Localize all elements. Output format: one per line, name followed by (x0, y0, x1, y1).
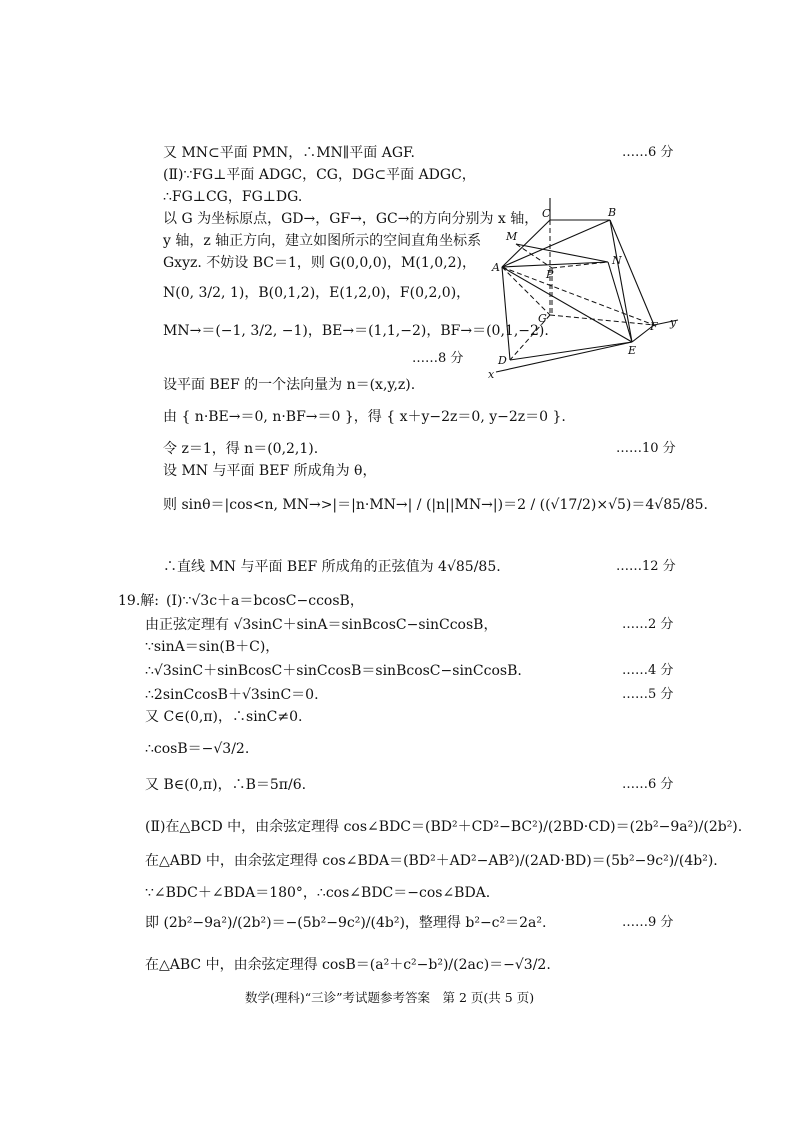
score-mark: ……9 分 (622, 915, 674, 930)
text-line: (Ⅰ)∵√3c＋a＝bcosC−ccosB， (166, 593, 364, 609)
hidden-edge-af (502, 267, 654, 325)
score-mark: ……12 分 (616, 559, 676, 574)
score-mark: ……4 分 (622, 663, 674, 678)
text-line: ∴√3sinC＋sinBcosC＋sinCcosB＝sinBcosC−sinCcosB. (145, 663, 522, 679)
point-label: E (628, 344, 637, 357)
text-line: MN→＝(−1, 3/2, −1)，BE→＝(1,1,−2)，BF→＝(0,1,−2). (163, 323, 549, 339)
point-label: D (498, 354, 507, 367)
text-line: 则 sinθ＝|cos<n, MN→>|＝|n·MN→| / (|n||MN→|)＝2 / ((√17/2)×√5)＝4√85/85. (163, 497, 709, 513)
edge-ad (502, 267, 510, 360)
text-line: ∴2sinCcosB＋√3sinC＝0. (145, 687, 319, 703)
score-mark: ……6 分 (622, 777, 674, 792)
text-line: ∴直线 MN 与平面 BEF 所成角的正弦值为 4√85/85. (163, 559, 501, 575)
axis-label: y (670, 316, 677, 329)
page-footer: 数学(理科)“三诊”考试题参考答案 第 2 页(共 5 页) (245, 990, 535, 1005)
point-label: P (546, 268, 554, 281)
text-line: N(0, 3/2, 1)，B(0,1,2)，E(1,2,0)，F(0,2,0)， (163, 285, 471, 301)
text-line: ∴FG⊥CG，FG⊥DG. (163, 189, 303, 205)
text-line: y 轴，z 轴正方向，建立如图所示的空间直角坐标系 (163, 233, 482, 249)
point-label: C (542, 207, 551, 220)
edge-ca (502, 220, 550, 267)
score-mark: ……6 分 (622, 145, 674, 160)
score-mark: ……5 分 (622, 687, 674, 702)
geometry-figure (482, 192, 682, 378)
point-label: B (608, 206, 617, 219)
text-line: 由 { n·BE→＝0, n·BF→＝0 }，得 { x＋y−2z＝0, y−2z＝0 }. (163, 409, 566, 425)
score-mark: ……2 分 (622, 617, 674, 632)
edge-ab (502, 220, 610, 267)
text-line: 又 MN⊂平面 PMN，∴MN∥平面 AGF. (163, 145, 415, 161)
axis-label: x (488, 368, 495, 378)
text-line: 又 B∈(0,π)，∴B＝5π/6. (145, 777, 307, 793)
score-mark: ……8 分 (412, 351, 464, 366)
text-line: 令 z＝1，得 n＝(0,2,1). (163, 441, 319, 457)
edge-an (502, 262, 608, 267)
point-label: M (506, 230, 518, 243)
text-line: 由正弦定理有 √3sinC＋sinA＝sinBcosC−sinCcosB， (145, 617, 498, 633)
point-label: A (492, 261, 500, 274)
text-line: 设 MN 与平面 BEF 所成角为 θ， (163, 463, 377, 479)
text-line: (Ⅱ)在△BCD 中，由余弦定理得 cos∠BDC＝(BD²＋CD²−BC²)/(2BD·CD)＝(2b²−9a²)/(2b²). (145, 819, 743, 835)
text-line: 以 G 为坐标原点，GD→，GF→，GC→的方向分别为 x 轴， (163, 211, 539, 227)
text-line: 又 C∈(0,π)，∴sinC≠0. (145, 709, 303, 725)
text-line: ∵∠BDC＋∠BDA＝180°，∴cos∠BDC＝−cos∠BDA. (145, 885, 491, 901)
score-mark: ……10 分 (616, 441, 676, 456)
text-line: (Ⅱ)∵FG⊥平面 ADGC，CG，DG⊂平面 ADGC， (163, 167, 476, 183)
text-line: ∴cosB＝−√3/2. (145, 741, 250, 757)
text-line: 在△ABD 中，由余弦定理得 cos∠BDA＝(BD²＋AD²−AB²)/(2AD·BD)＝(5b²−9c²)/(4b²). (145, 853, 718, 869)
axis-x (496, 342, 632, 372)
hidden-edge-gf (550, 315, 654, 325)
problem-label: 19.解: (118, 593, 159, 609)
text-line: ∵sinA＝sin(B＋C)， (145, 639, 280, 655)
edge-de (510, 342, 632, 360)
text-line: 设平面 BEF 的一个法向量为 n＝(x,y,z). (163, 377, 416, 393)
text-line: 在△ABC 中，由余弦定理得 cosB＝(a²＋c²−b²)/(2ac)＝−√3/2. (145, 957, 551, 973)
point-label: F (650, 320, 658, 333)
text-line: 即 (2b²−9a²)/(2b²)＝−(5b²−9c²)/(4b²)，整理得 b²−c²＝2a². (145, 915, 547, 931)
edge-bf (610, 220, 654, 325)
point-label: G (538, 312, 547, 325)
point-label: N (612, 254, 622, 267)
text-line: Gxyz. 不妨设 BC＝1，则 G(0,0,0)，M(1,0,2)， (163, 255, 476, 271)
